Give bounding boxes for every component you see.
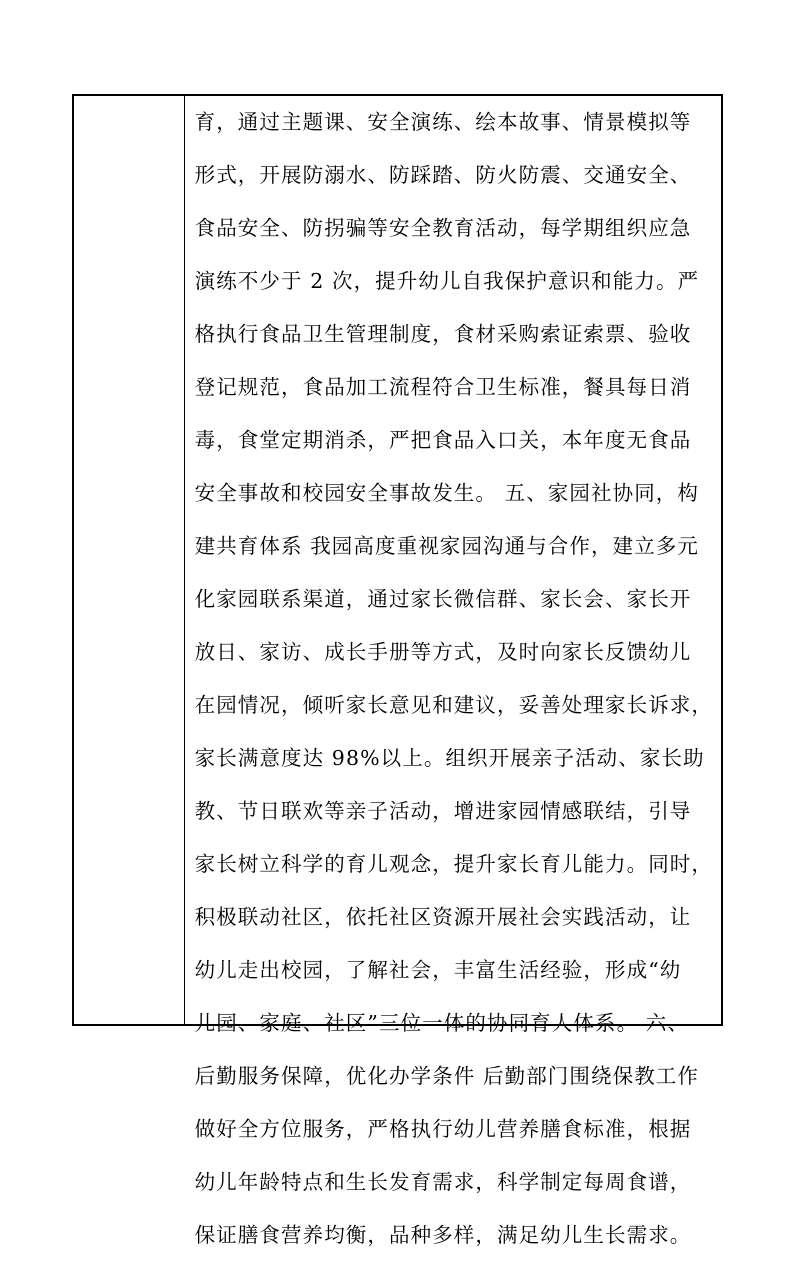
text-line: 幼儿年龄特点和生长发育需求，科学制定每周食谱， xyxy=(194,1170,692,1194)
text-line: 幼儿走出校园，了解社会，丰富生活经验，形成“幼 xyxy=(194,958,682,982)
text-line: 后勤服务保障，优化办学条件 后勤部门围绕保教工作 xyxy=(194,1064,700,1088)
text-line: 在园情况，倾听家长意见和建议，妥善处理家长诉求， xyxy=(194,693,713,717)
text-line: 积极联动社区，依托社区资源开展社会实践活动，让 xyxy=(194,905,692,929)
label-cell xyxy=(74,96,185,1024)
text-line: 毒，食堂定期消杀，严把食品入口关，本年度无食品 xyxy=(194,428,692,452)
text-line: 登记规范，食品加工流程符合卫生标准，餐具每日消 xyxy=(194,375,692,399)
text-line: 儿园、家庭、社区”三位一体的协同育人体系。 六、 xyxy=(194,1011,689,1035)
text-line: 教、节日联欢等亲子活动，增进家园情感联结，引导 xyxy=(194,799,692,823)
text-line: 食品安全、防拐骗等安全教育活动，每学期组织应急 xyxy=(194,216,692,240)
text-line: 家长树立科学的育儿观念，提升家长育儿能力。同时， xyxy=(194,852,713,876)
text-line: 演练不少于 2 次，提升幼儿自我保护意识和能力。严 xyxy=(194,269,700,293)
content-cell xyxy=(185,96,721,1247)
text-line: 格执行食品卫生管理制度，食材采购索证索票、验收 xyxy=(194,322,692,346)
text-line: 形式，开展防溺水、防踩踏、防火防震、交通安全、 xyxy=(194,163,692,187)
text-line: 家长满意度达 98%以上。组织开展亲子活动、家长助 xyxy=(194,746,705,770)
text-line: 育，通过主题课、安全演练、绘本故事、情景模拟等 xyxy=(194,110,692,134)
text-line: 化家园联系渠道，通过家长微信群、家长会、家长开 xyxy=(194,587,692,611)
text-line: 放日、家访、成长手册等方式，及时向家长反馈幼儿 xyxy=(194,640,692,664)
report-table xyxy=(72,94,723,1247)
text-line: 建共育体系 我园高度重视家园沟通与合作，建立多元 xyxy=(194,534,700,558)
text-line: 安全事故和校园安全事故发生。 五、家园社协同，构 xyxy=(194,481,700,505)
text-line: 做好全方位服务，严格执行幼儿营养膳食标准，根据 xyxy=(194,1117,692,1141)
text-line: 保证膳食营养均衡，品种多样，满足幼儿生长需求。 xyxy=(194,1223,692,1247)
